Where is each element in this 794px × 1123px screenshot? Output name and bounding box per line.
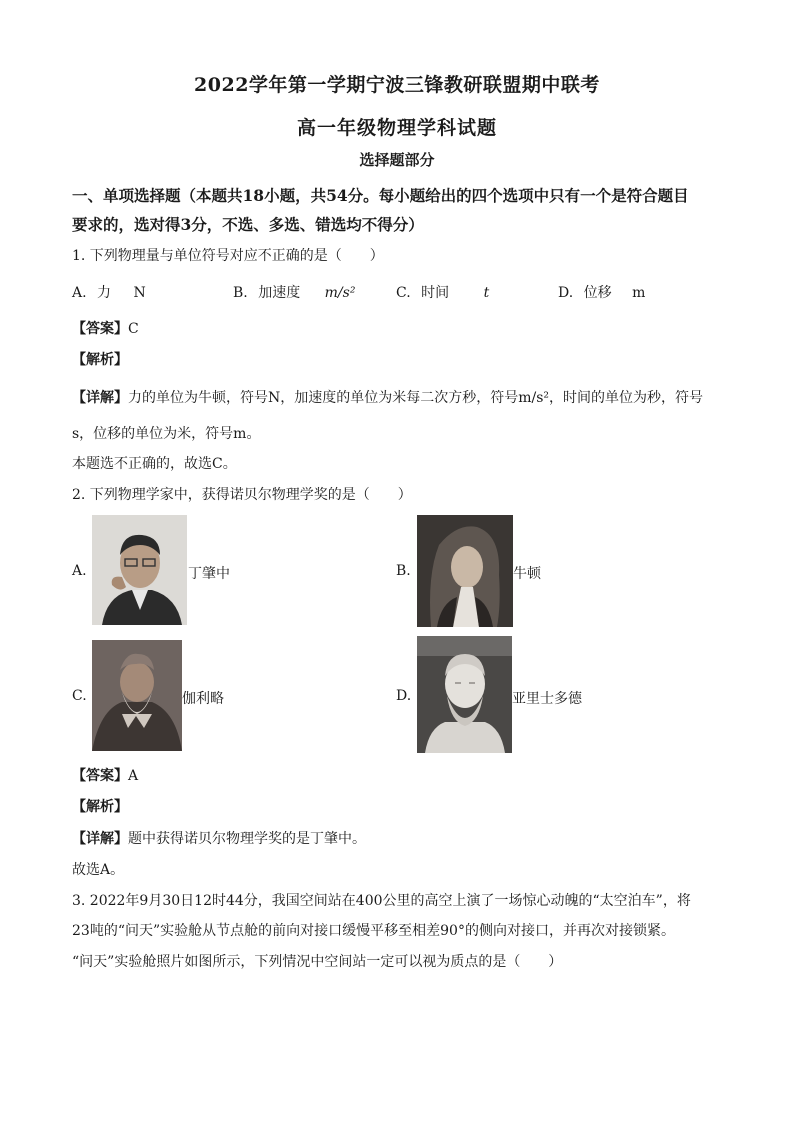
q1-option-a — [72, 282, 146, 302]
ding-zhaozhong-portrait — [92, 515, 187, 625]
q1-detail-line2: s，位移的单位为米，符号m。 — [72, 426, 261, 442]
q2-analysis-label: 【解析】 — [72, 799, 128, 815]
q1-option-b — [233, 282, 355, 302]
q1-option-b-name: 加速度 — [258, 285, 301, 301]
q1-stem: 1. 下列物理量与单位符号对应不正确的是（ ） — [72, 248, 384, 264]
q1-option-d-unit: m — [632, 285, 646, 301]
q1-analysis-tag — [72, 349, 128, 369]
q2-option-d-name: 亚里士多德 — [512, 691, 582, 707]
section-heading-line2: 要求的，选对得3分，不选、多选、错选均不得分） — [72, 215, 424, 234]
newton-portrait — [417, 515, 513, 627]
q1-option-c-unit: t — [483, 285, 490, 301]
q1-answer — [72, 318, 139, 338]
q1-option-a-letter: A. — [72, 285, 87, 301]
q1-option-d — [558, 282, 645, 302]
q2-analysis-tag — [72, 796, 128, 816]
q1-conclusion: 本题选不正确的，故选C。 — [72, 456, 237, 472]
q1-detail-tag: 【详解】 — [72, 390, 128, 406]
q1-option-c — [396, 282, 489, 302]
q1-option-d-name: 位移 — [583, 285, 612, 301]
q1-option-c-letter: C. — [396, 285, 411, 301]
q1-analysis-label: 【解析】 — [72, 352, 128, 368]
q1-answer-value: C — [128, 321, 139, 337]
q1-option-d-letter: D. — [558, 285, 574, 301]
q1-option-a-unit: N — [133, 285, 146, 301]
exam-subtitle: 高一年级物理学科试题 — [296, 117, 497, 139]
q2-conclusion: 故选A。 — [72, 862, 125, 878]
q2-answer — [72, 765, 138, 785]
q2-detail-text: 题中获得诺贝尔物理学奖的是丁肇中。 — [128, 831, 366, 847]
q1-detail-text1: 力的单位为牛顿，符号N，加速度的单位为米每二次方秒，符号m/s²，时间的单位为秒，符号 — [128, 390, 704, 406]
q3-line1: 3. 2022年9月30日12时44分，我国空间站在400公里的高空上演了一场惊心动魄的“太空泊车”，将 — [72, 893, 691, 909]
q2-option-a-name: 丁肇中 — [188, 566, 230, 582]
q2-option-c-letter: C. — [72, 688, 87, 704]
aristotle-bust — [417, 636, 512, 753]
q3-line3: “问天”实验舱照片如图所示，下列情况中空间站一定可以视为质点的是（ ） — [72, 954, 563, 970]
q1-option-b-letter: B. — [233, 285, 248, 301]
q2-option-d-letter: D. — [396, 688, 412, 704]
q2-option-a-letter: A. — [72, 563, 87, 579]
q1-answer-tag: 【答案】 — [72, 321, 128, 337]
part-heading: 选择题部分 — [359, 151, 435, 169]
q1-option-b-unit: m/s² — [324, 285, 356, 301]
q3-line2: 23吨的“问天”实验舱从节点舱的前向对接口缓慢平移至相差90°的侧向对接口，并再次对接锁紧。 — [72, 923, 675, 939]
q2-option-c-name: 伽利略 — [182, 691, 224, 707]
q2-answer-value: A — [128, 768, 139, 784]
q1-detail-line1 — [72, 387, 703, 407]
q2-option-b-name: 牛顿 — [513, 566, 541, 582]
q2-answer-tag: 【答案】 — [72, 768, 128, 784]
section-heading-line1: 一、单项选择题（本题共18小题，共54分。每小题给出的四个选项中只有一个是符合题目 — [72, 186, 689, 205]
q2-option-b-letter: B. — [396, 563, 411, 579]
galileo-portrait — [92, 640, 182, 751]
q1-option-c-name: 时间 — [421, 285, 450, 301]
q2-detail — [72, 828, 366, 848]
q1-option-a-name: 力 — [97, 285, 112, 301]
q2-detail-tag: 【详解】 — [72, 831, 128, 847]
exam-title: 2022学年第一学期宁波三锋教研联盟期中联考 — [194, 74, 600, 96]
q2-stem: 2. 下列物理学家中，获得诺贝尔物理学奖的是（ ） — [72, 487, 412, 503]
